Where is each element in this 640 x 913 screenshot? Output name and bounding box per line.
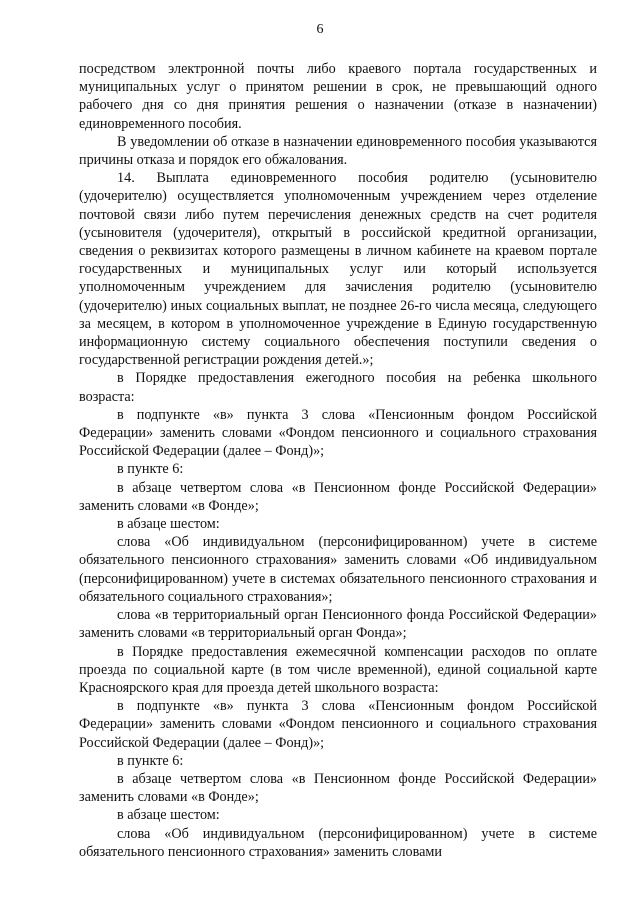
paragraph: в пункте 6: xyxy=(117,752,184,769)
paragraph: в подпункте «в» пункта 3 слова «Пенсионным фондом Российской Федерации» заменить словами «Фондом пенсионного и социального страхования Российской Федерации (далее – Фонд)»; xyxy=(79,406,597,460)
page-number: 6 xyxy=(316,22,324,37)
paragraph: в абзаце четвертом слова «в Пенсионном фонде Российской Федерации» заменить словами «в Фонде»; xyxy=(79,479,597,514)
paragraph: в абзаце четвертом слова «в Пенсионном фонде Российской Федерации» заменить словами «в Фонде»; xyxy=(79,770,597,806)
paragraph: в пункте 6: xyxy=(117,461,184,478)
paragraph: слова «Об индивидуальном (персонифицированном) учете в системе обязательного пенсионного страхования» заменить словами xyxy=(79,825,597,860)
paragraph: В уведомлении об отказе в назначении единовременного пособия указываются причины отказа и порядок его обжалования. xyxy=(79,133,597,169)
paragraph: в подпункте «в» пункта 3 слова «Пенсионным фондом Российской Федерации» заменить словами «Фондом пенсионного и социального страхования Российской Федерации (далее – Фонд)»; xyxy=(79,698,597,751)
paragraph: в абзаце шестом: xyxy=(117,807,220,824)
document-body xyxy=(79,60,597,861)
paragraph: слова «Об индивидуальном (персонифицированном) учете в системе обязательного пенсионного страхования» заменить словами «Об индивидуальном (персонифицированном) учете в системах обязательного пенсионного страхования и обязательного социального страхования»; xyxy=(79,534,597,605)
paragraph: в Порядке предоставления ежегодного пособия на ребенка школьного возраста: xyxy=(79,370,597,405)
paragraph: слова «в территориальный орган Пенсионного фонда Российской Федерации» заменить словами «в территориальный орган Фонда»; xyxy=(79,607,597,642)
paragraph: посредством электронной почты либо краевого портала государственных и муниципальных услуг о принятом решении в срок, не превышающий одного рабочего дня со дня принятия решения о назначении (отказе в назначении) единовременного пособия. xyxy=(79,61,597,132)
paragraph: 14. Выплата единовременного пособия родителю (усыновителю (удочерителю) осуществляется уполномоченным учреждением через отделение почтовой связи либо путем перечисления денежных средств на счет родителя (усыновителя (удочерителя), открытый в российской кредитной организации, сведения о реквизитах которого размещены в личном кабинете на краевом портале государственных и муниципальных услуг или который используется уполномоченным учреждением для зачисления родителю (усыновителю (удочерителю) иных социальных выплат, не позднее 26-го числа месяца, следующего за месяцем, в котором в уполномоченное учреждение в Единую государственную информационную систему социального обеспечения поступили сведения о государственной регистрации рождения детей.»; xyxy=(79,170,597,369)
paragraph: в абзаце шестом: xyxy=(117,516,220,533)
paragraph: в Порядке предоставления ежемесячной компенсации расходов по оплате проезда по социальной карте (в том числе временной), единой социальной карте Красноярского края для проезда детей школьного возраста: xyxy=(79,643,597,696)
